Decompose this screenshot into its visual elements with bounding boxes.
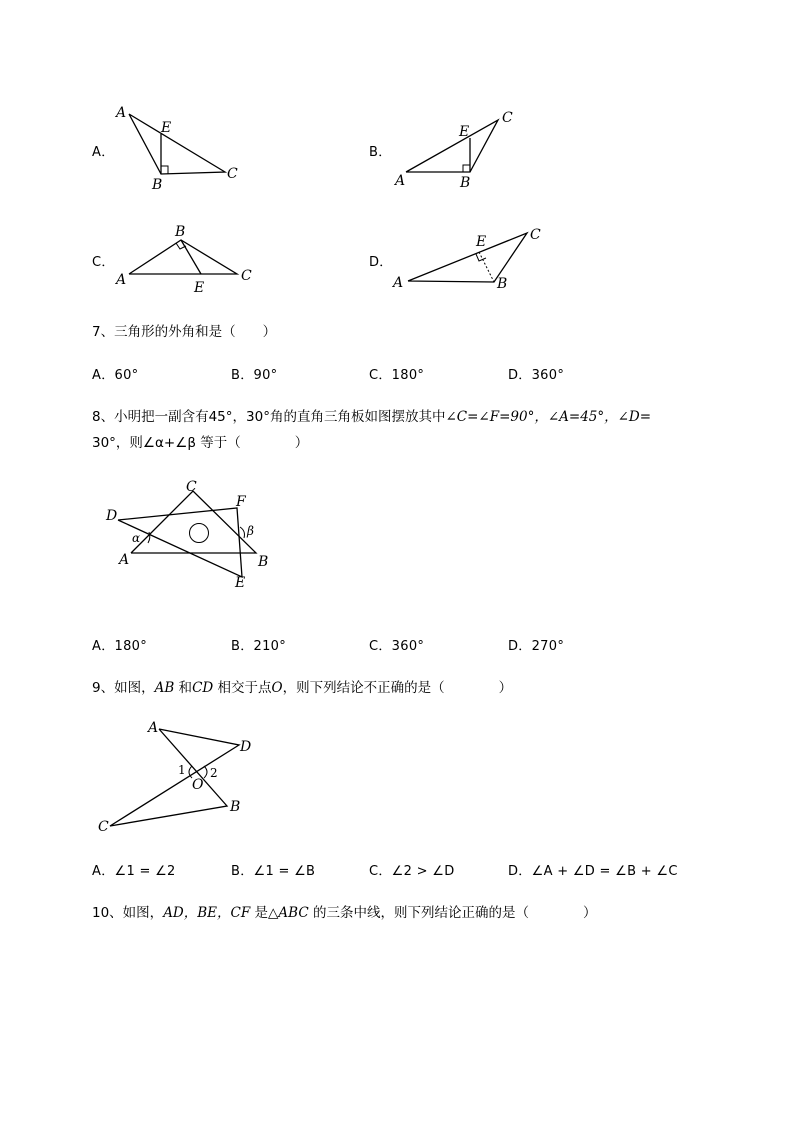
q10-stem-part: 的三条中线，则下列结论正确的是（ ） [308, 905, 597, 921]
q6d-point-a: A [393, 275, 404, 291]
q8-point-e: E [235, 575, 246, 591]
q6d-point-e: E [476, 234, 487, 250]
q8-point-c: C [186, 479, 197, 495]
q9-point-b: B [230, 799, 241, 815]
q9-point-a: A [148, 720, 159, 736]
q8-point-b: B [258, 554, 269, 570]
q9-option-a: A．∠1 = ∠2 [92, 864, 176, 879]
q9-point-o: O [192, 777, 204, 793]
q6a-point-e: E [161, 120, 172, 136]
q6b-point-c: C [502, 110, 513, 126]
q9-option-d: D．∠A + ∠D = ∠B + ∠C [508, 864, 678, 879]
q7-option-a: A．60° [92, 368, 139, 383]
q8-stem-line2: 30°，则∠α+∠β 等于（ ） [92, 435, 309, 451]
q6d-point-c: C [530, 227, 541, 243]
q9-point-c: C [98, 819, 109, 835]
q7-option-d: D．360° [508, 368, 565, 383]
q8-angle-beta: β [247, 524, 254, 538]
q10-stem-part: 是△ [250, 905, 279, 921]
q9-angle-1: 1 [178, 763, 186, 777]
q9-angle-2: 2 [210, 766, 218, 780]
q8-point-a: A [119, 552, 130, 568]
q6d-point-b: B [497, 276, 508, 292]
q9-stem-part: 相交于点 [213, 680, 272, 696]
q7-option-b: B．90° [231, 368, 278, 383]
q9-stem-part: ，则下列结论不正确的是（ ） [282, 680, 513, 696]
q9-segment-ab: AB [154, 680, 175, 696]
q9-option-b: B．∠1 = ∠B [231, 864, 316, 879]
q8-option-b: B．210° [231, 639, 287, 654]
q6c-point-a: A [116, 272, 127, 288]
q10-triangle-abc: ABC [278, 905, 309, 921]
q10-segments: AD，BE，CF [163, 905, 251, 921]
q9-segment-cd: CD [192, 680, 214, 696]
q9-stem-part: 9、如图， [92, 680, 155, 696]
q6-option-d-label: D． [369, 255, 393, 270]
q7-stem: 7、三角形的外角和是（ ） [92, 324, 277, 340]
q10-stem [92, 901, 596, 921]
q6b-point-e: E [459, 124, 470, 140]
q9-option-c: C．∠2 > ∠D [369, 864, 455, 879]
q9-point-d: D [240, 739, 252, 755]
q6-option-b-label: B． [369, 145, 392, 160]
q6a-point-a: A [116, 105, 127, 121]
q9-stem-part: 和 [174, 680, 193, 696]
q6-option-c-label: C． [92, 255, 115, 270]
q7-option-c: C．180° [369, 368, 425, 383]
q6c-point-c: C [241, 268, 252, 284]
q8-option-a: A．180° [92, 639, 148, 654]
q8-stem-text: 8、小明把一副含有45°，30°角的直角三角板如图摆放其中 [92, 409, 446, 425]
q6-option-a-label: A． [92, 145, 115, 160]
q6a-point-c: C [227, 166, 238, 182]
q8-option-d: D．270° [508, 639, 565, 654]
q8-point-d: D [106, 508, 118, 524]
q10-stem-part: 10、如图， [92, 905, 164, 921]
q6c-point-e: E [194, 280, 205, 296]
q8-point-f: F [236, 494, 246, 510]
q6b-point-b: B [460, 175, 471, 191]
q8-option-c: C．360° [369, 639, 425, 654]
q6b-point-a: A [395, 173, 406, 189]
q9-point-o-text: O [271, 680, 283, 696]
q8-stem-math: ∠C=∠F=90°，∠A=45°，∠D= [445, 409, 652, 425]
q6c-point-b: B [175, 224, 186, 240]
q6a-point-b: B [152, 177, 163, 193]
q8-angle-alpha: α [132, 531, 141, 545]
